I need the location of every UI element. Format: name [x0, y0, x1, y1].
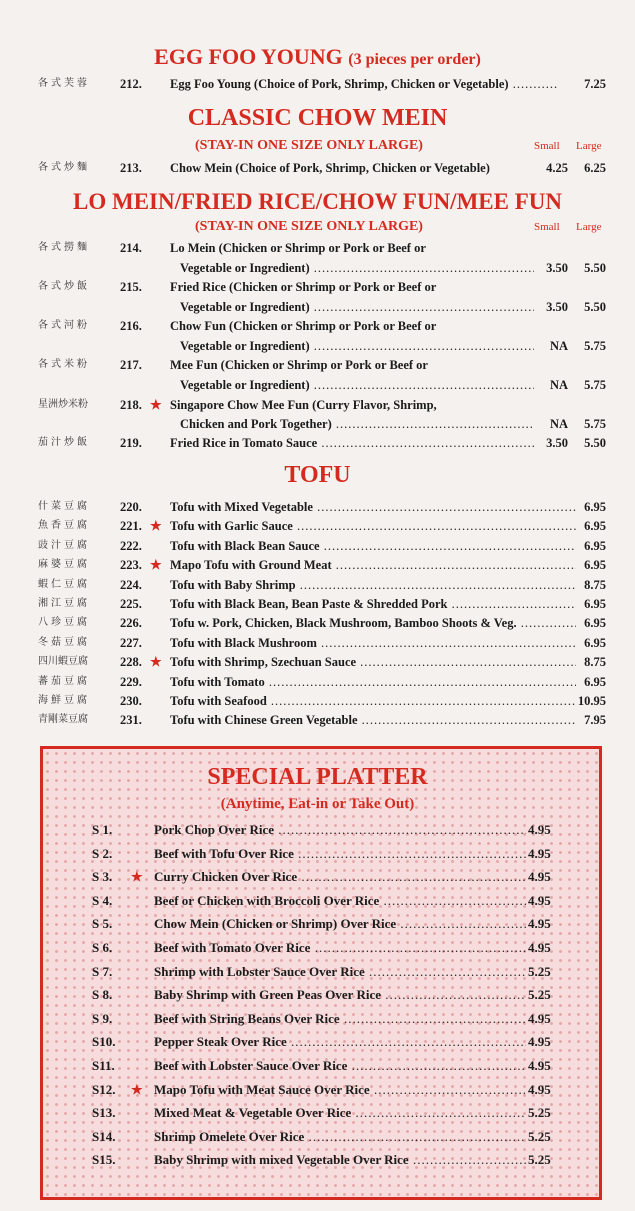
- item-number: 227.: [120, 635, 142, 650]
- spicy-star-icon: ★: [150, 518, 162, 534]
- item-price-small: 3.50: [546, 436, 568, 450]
- menu-item-214-cont: [0, 258, 635, 278]
- item-chinese-name: 各式芙蓉: [38, 78, 90, 89]
- platter-description: Pork Chop Over Rice .....: [154, 819, 526, 841]
- menu-item-tofu: [0, 575, 635, 595]
- item-price-large: 5.75: [584, 339, 606, 353]
- egg-foo-young-title: EGG FOO YOUNG: [154, 44, 343, 69]
- item-price-small: NA: [549, 339, 568, 353]
- item-description-line2: Vegetable or Ingredient) .....: [180, 297, 534, 317]
- platter-price: 4.95: [528, 940, 551, 955]
- item-number: 229.: [120, 674, 142, 689]
- item-price: 6.95: [584, 558, 606, 573]
- lo-mein-title: LO MEIN/FRIED RICE/CHOW FUN/MEE FUN: [73, 189, 562, 214]
- menu-item-tofu: [0, 691, 635, 711]
- item-chinese-name: 海鮮豆腐: [38, 695, 90, 706]
- platter-description: Mixed Meat & Vegetable Over Rice .....: [154, 1102, 526, 1124]
- item-price-large: 5.75: [584, 417, 606, 431]
- menu-item-219: [0, 433, 635, 453]
- platter-item: [40, 1102, 602, 1124]
- item-description: Tofu with Shrimp, Szechuan Sauce .....: [170, 652, 576, 672]
- item-number: 226.: [120, 616, 142, 631]
- item-price: 6.95: [584, 538, 606, 553]
- item-price-large: 6.25: [584, 161, 606, 175]
- platter-item: [40, 984, 602, 1006]
- item-chinese-name: 茄汁炒飯: [38, 437, 90, 448]
- spicy-star-icon: ★: [131, 1081, 143, 1097]
- platter-price: 4.95: [528, 845, 551, 861]
- item-description: Egg Foo Young (Choice of Pork, Shrimp, Chicken or Vegetable) .....: [170, 74, 558, 94]
- menu-item-tofu: [0, 613, 635, 633]
- platter-item: [40, 890, 602, 912]
- item-number: 214.: [120, 241, 142, 255]
- platter-item: [40, 1149, 602, 1171]
- menu-item-tofu: [0, 594, 635, 614]
- item-description-line2: Vegetable or Ingredient) .....: [180, 258, 534, 278]
- item-price-small: NA: [549, 417, 568, 431]
- platter-item: [40, 961, 602, 983]
- item-description-line1: Lo Mein (Chicken or Shrimp or Pork or Beef or: [170, 241, 426, 255]
- item-description: Tofu with Mixed Vegetable .....: [170, 497, 576, 517]
- special-platter-subtitle: (Anytime, Eat-in or Take Out): [220, 796, 415, 812]
- platter-price: 5.25: [528, 963, 551, 979]
- item-chinese-name: 什菜豆腐: [38, 501, 90, 512]
- lo-mein-small-label: Small: [534, 221, 560, 233]
- item-chinese-name: 湘江豆腐: [38, 598, 90, 609]
- item-price-large: 5.75: [584, 378, 606, 392]
- platter-item: [40, 937, 602, 959]
- menu-item-tofu: [0, 516, 635, 536]
- menu-item-213: [0, 158, 635, 178]
- tofu-title: TOFU: [284, 462, 351, 488]
- item-number: 222.: [120, 538, 142, 553]
- item-number: 219.: [120, 436, 142, 450]
- special-platter-title: SPECIAL PLATTER: [207, 764, 428, 790]
- menu-item-214: [0, 238, 635, 258]
- item-number: 216.: [120, 319, 142, 333]
- platter-code: S 8.: [92, 987, 113, 1003]
- platter-price: 4.95: [528, 916, 551, 932]
- item-number: 230.: [120, 694, 142, 708]
- item-chinese-name: 蕃茄豆腐: [38, 675, 90, 687]
- platter-description: Shrimp with Lobster Sauce Over Rice .....: [154, 961, 526, 983]
- menu-item-tofu: [0, 633, 635, 653]
- platter-price: 5.25: [528, 1105, 551, 1121]
- platter-item: [40, 843, 602, 865]
- platter-item: [40, 1031, 602, 1053]
- platter-code: S10.: [92, 1034, 116, 1050]
- platter-price: 4.95: [528, 892, 551, 908]
- spicy-star-icon: ★: [150, 397, 162, 412]
- item-description: Tofu with Baby Shrimp .....: [170, 575, 576, 595]
- item-description: Tofu with Seafood .....: [170, 691, 576, 711]
- item-price-large: 5.50: [584, 261, 606, 275]
- platter-price: 4.95: [528, 1010, 551, 1026]
- platter-description: Curry Chicken Over Rice .....: [154, 866, 526, 888]
- item-description: Mapo Tofu with Ground Meat .....: [170, 555, 576, 575]
- platter-code: S 1.: [92, 822, 113, 837]
- item-description-line1: Singapore Chow Mee Fun (Curry Flavor, Shrimp,: [170, 398, 437, 412]
- platter-description: Beef with Tofu Over Rice .....: [154, 843, 526, 865]
- menu-item-218-cont: [0, 414, 635, 434]
- item-price: 6.95: [584, 674, 606, 689]
- menu-item-215-cont: [0, 297, 635, 317]
- item-price-small: NA: [549, 378, 568, 392]
- menu-item-tofu: [0, 497, 635, 517]
- item-chinese-name: 青剛菜豆腐: [38, 714, 88, 726]
- item-description: Tofu with Tomato .....: [170, 672, 576, 692]
- platter-description: Beef with Lobster Sauce Over Rice .....: [154, 1055, 526, 1077]
- item-description-line2: Chicken and Pork Together) .....: [180, 414, 534, 434]
- platter-code: S13.: [92, 1105, 116, 1121]
- platter-code: S 9.: [92, 1010, 113, 1026]
- item-price: 6.95: [584, 616, 606, 631]
- item-description-line1: Chow Fun (Chicken or Shrimp or Pork or Beef or: [170, 319, 437, 333]
- platter-price: 4.95: [528, 822, 551, 837]
- item-price: 6.95: [584, 635, 606, 650]
- item-number: 213.: [120, 161, 142, 175]
- item-chinese-name: 麻婆豆腐: [38, 559, 90, 571]
- item-price: 6.95: [584, 597, 606, 611]
- menu-item-215: [0, 277, 635, 297]
- item-description: Fried Rice in Tomato Sauce .....: [170, 433, 534, 453]
- platter-description: Beef or Chicken with Broccoli Over Rice .....: [154, 890, 526, 912]
- item-description: Tofu with Chinese Green Vegetable .....: [170, 710, 576, 730]
- menu-item-218: [0, 395, 635, 415]
- platter-description: Chow Mein (Chicken or Shrimp) Over Rice .....: [154, 913, 526, 935]
- item-chinese-name: 星洲炒米粉: [38, 399, 88, 410]
- platter-description: Pepper Steak Over Rice .....: [154, 1031, 526, 1053]
- platter-price: 4.95: [528, 869, 551, 885]
- platter-item: [40, 866, 602, 888]
- platter-code: S 7.: [92, 963, 113, 979]
- chow-mein-large-label: Large: [576, 140, 602, 152]
- platter-description: Baby Shrimp with mixed Vegetable Over Rice .....: [154, 1149, 526, 1171]
- item-price: 10.95: [577, 694, 606, 708]
- item-chinese-name: 冬菇豆腐: [38, 636, 90, 648]
- spicy-star-icon: ★: [150, 654, 162, 670]
- lo-mein-note: (STAY-IN ONE SIZE ONLY LARGE): [195, 219, 423, 234]
- platter-item: [40, 819, 602, 841]
- menu-item-216-cont: [0, 336, 635, 356]
- item-price: 7.95: [584, 713, 606, 728]
- item-price-small: 3.50: [546, 300, 568, 314]
- spicy-star-icon: ★: [131, 869, 143, 885]
- spicy-star-icon: ★: [150, 557, 162, 573]
- item-description: Tofu with Garlic Sauce .....: [170, 516, 576, 536]
- egg-foo-young-subtitle: (3 pieces per order): [348, 51, 481, 68]
- platter-price: 5.25: [528, 1152, 551, 1168]
- menu-item-tofu: [0, 710, 635, 730]
- platter-code: S14.: [92, 1128, 116, 1144]
- menu-item-tofu: [0, 652, 635, 672]
- item-number: 217.: [120, 358, 142, 372]
- lo-mein-large-label: Large: [576, 221, 602, 233]
- item-price: 6.95: [584, 500, 606, 514]
- item-description-line2: Vegetable or Ingredient) .....: [180, 375, 534, 395]
- platter-code: S 3.: [92, 869, 113, 885]
- platter-item: [40, 1079, 602, 1101]
- item-description: Tofu w. Pork, Chicken, Black Mushroom, Bamboo Shoots & Veg. .....: [170, 613, 576, 633]
- menu-item-212: [0, 74, 635, 94]
- platter-code: S 4.: [92, 892, 113, 908]
- item-description-line1: Mee Fun (Chicken or Shrimp or Pork or Beef or: [170, 358, 428, 372]
- item-number: 221.: [120, 519, 142, 534]
- platter-code: S 2.: [92, 845, 113, 861]
- item-chinese-name: 魚香豆腐: [38, 520, 90, 532]
- item-price-large: 5.50: [584, 436, 606, 450]
- platter-price: 4.95: [528, 1081, 551, 1097]
- item-chinese-name: 八珍豆腐: [38, 617, 90, 629]
- menu-item-tofu: [0, 672, 635, 692]
- item-chinese-name: 各式米粉: [38, 359, 90, 370]
- platter-item: [40, 913, 602, 935]
- platter-code: S 6.: [92, 940, 113, 955]
- item-price-small: 3.50: [546, 261, 568, 275]
- item-price: 7.25: [584, 77, 606, 91]
- item-description: Chow Mein (Choice of Pork, Shrimp, Chicken or Vegetable): [170, 161, 490, 175]
- item-chinese-name: 蝦仁豆腐: [38, 578, 90, 590]
- chow-mein-title: CLASSIC CHOW MEIN: [187, 105, 448, 131]
- menu-item-tofu: [0, 536, 635, 556]
- item-chinese-name: 各式河粉: [38, 320, 90, 331]
- item-description: Tofu with Black Bean, Bean Paste & Shredded Pork .....: [170, 594, 576, 614]
- item-number: 220.: [120, 500, 142, 514]
- item-chinese-name: 各式撈麵: [38, 242, 90, 253]
- platter-item: [40, 1008, 602, 1030]
- platter-description: Beef with String Beans Over Rice .....: [154, 1008, 526, 1030]
- item-price: 8.75: [584, 577, 606, 592]
- egg-foo-young-heading: [0, 44, 635, 70]
- platter-price: 4.95: [528, 1034, 551, 1050]
- chow-mein-small-label: Small: [534, 140, 560, 152]
- platter-code: S12.: [92, 1081, 116, 1097]
- item-chinese-name: 各式炒飯: [38, 281, 90, 292]
- platter-code: S15.: [92, 1152, 116, 1168]
- menu-item-tofu: [0, 555, 635, 575]
- platter-price: 5.25: [528, 1128, 551, 1144]
- platter-description: Beef with Tomato Over Rice .....: [154, 937, 526, 959]
- menu-item-216: [0, 316, 635, 336]
- item-chinese-name: 豉汁豆腐: [38, 539, 90, 551]
- item-description-line1: Fried Rice (Chicken or Shrimp or Pork or Beef or: [170, 280, 437, 294]
- platter-code: S 5.: [92, 916, 113, 932]
- platter-price: 4.95: [528, 1058, 551, 1073]
- item-chinese-name: 四川蝦豆腐: [38, 656, 88, 668]
- platter-price: 5.25: [528, 987, 551, 1003]
- menu-item-217: [0, 355, 635, 375]
- platter-item: [40, 1055, 602, 1077]
- menu-item-217-cont: [0, 375, 635, 395]
- item-number: 231.: [120, 713, 142, 728]
- platter-description: Baby Shrimp with Green Peas Over Rice .....: [154, 984, 526, 1006]
- item-description: Tofu with Black Mushroom .....: [170, 633, 576, 653]
- item-number: 212.: [120, 77, 142, 91]
- item-chinese-name: 各式炒麵: [38, 162, 90, 173]
- item-number: 223.: [120, 558, 142, 573]
- item-number: 215.: [120, 280, 142, 294]
- platter-code: S11.: [92, 1058, 115, 1073]
- item-price: 6.95: [584, 519, 606, 534]
- item-description-line2: Vegetable or Ingredient) .....: [180, 336, 534, 356]
- item-price-large: 5.50: [584, 300, 606, 314]
- platter-description: Mapo Tofu with Meat Sauce Over Rice .....: [154, 1079, 526, 1101]
- item-price-small: 4.25: [546, 161, 568, 175]
- item-description: Tofu with Black Bean Sauce .....: [170, 536, 576, 556]
- platter-description: Shrimp Omelete Over Rice .....: [154, 1126, 526, 1148]
- chow-mein-note: (STAY-IN ONE SIZE ONLY LARGE): [195, 138, 423, 153]
- item-number: 224.: [120, 577, 142, 592]
- item-number: 225.: [120, 597, 142, 611]
- item-number: 228.: [120, 655, 142, 670]
- item-price: 8.75: [584, 655, 606, 670]
- item-number: 218.: [120, 398, 142, 412]
- platter-item: [40, 1126, 602, 1148]
